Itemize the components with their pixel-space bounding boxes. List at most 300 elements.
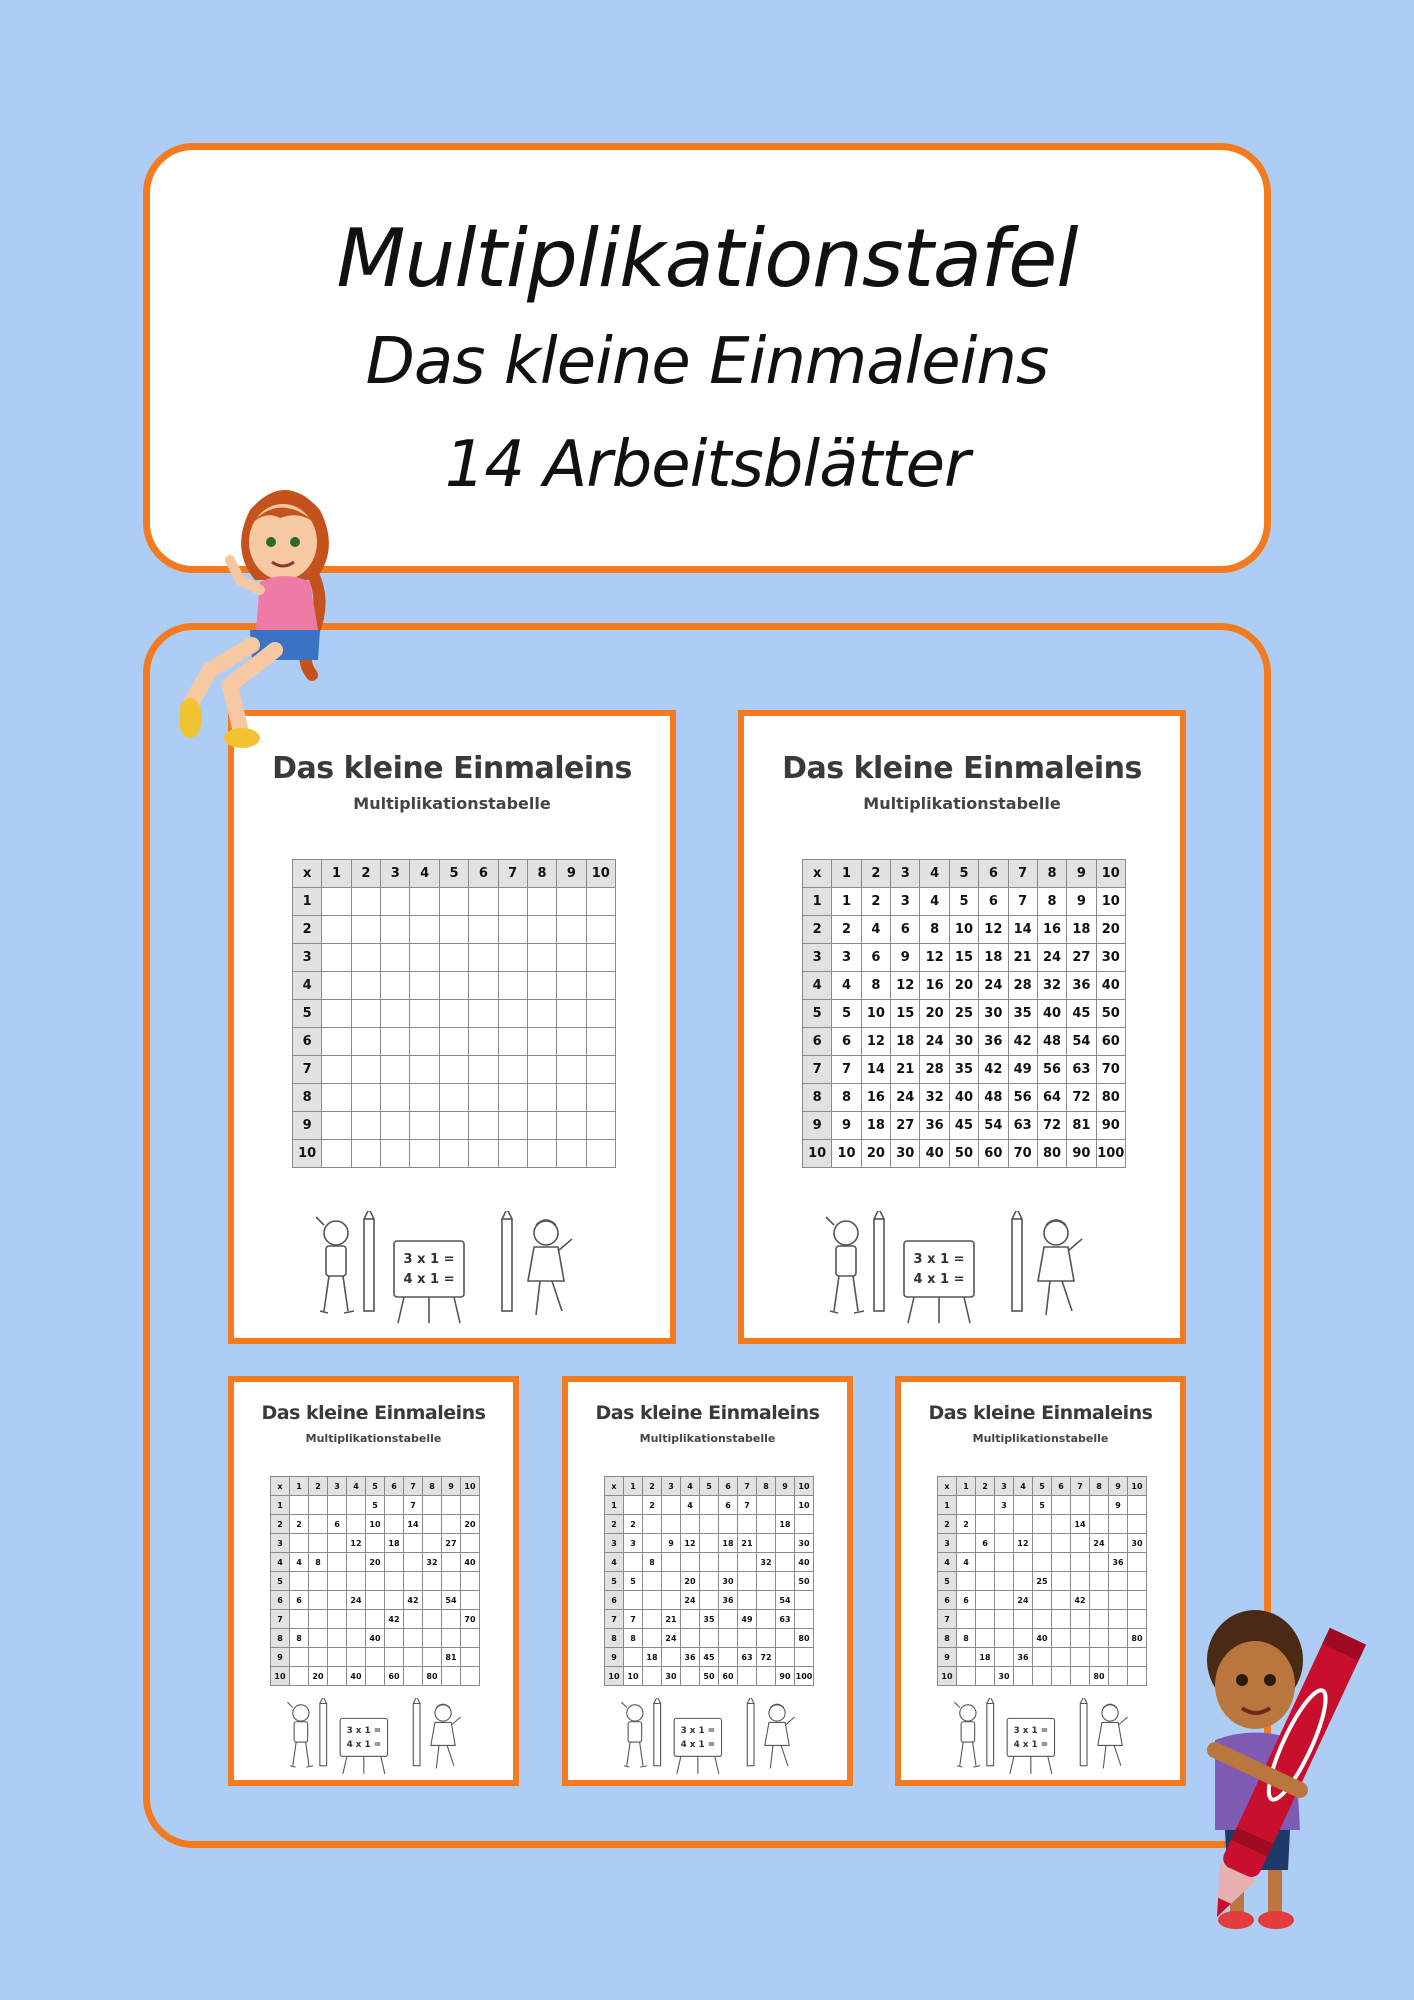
table-cell (469, 1028, 498, 1056)
table-cell (1090, 1496, 1109, 1515)
table-cell (700, 1629, 719, 1648)
table-row-header-cell: 4 (293, 972, 322, 1000)
table-cell: 36 (1109, 1553, 1128, 1572)
table-cell (290, 1572, 309, 1591)
table-cell (290, 1667, 309, 1686)
table-cell: 5 (1033, 1496, 1052, 1515)
table-cell: 63 (1008, 1112, 1037, 1140)
table-row-header-cell: 4 (605, 1553, 624, 1572)
table-cell: 21 (662, 1610, 681, 1629)
table-header-cell: 3 (381, 860, 410, 888)
table-row-header-cell: 8 (271, 1629, 290, 1648)
table-cell: 12 (979, 916, 1008, 944)
table-cell: 63 (738, 1648, 757, 1667)
table-cell: 10 (949, 916, 978, 944)
table-row-header-cell: 8 (293, 1084, 322, 1112)
table-cell: 40 (1037, 1000, 1066, 1028)
table-cell: 16 (1037, 916, 1066, 944)
table-corner-cell: x (271, 1477, 290, 1496)
table-row-header-cell: 2 (803, 916, 832, 944)
table-cell: 20 (1096, 916, 1125, 944)
worksheet-preview-partial-c (895, 1376, 1186, 1786)
table-cell: 9 (662, 1534, 681, 1553)
table-cell (719, 1610, 738, 1629)
table-cell: 36 (1067, 972, 1096, 1000)
table-cell (385, 1553, 404, 1572)
table-cell (586, 1000, 615, 1028)
table-cell (309, 1496, 328, 1515)
table-cell: 6 (719, 1496, 738, 1515)
table-cell: 27 (442, 1534, 461, 1553)
table-cell (662, 1496, 681, 1515)
table-row-header-cell: 7 (605, 1610, 624, 1629)
table-cell (976, 1572, 995, 1591)
table-cell: 30 (979, 1000, 1008, 1028)
table-cell: 12 (1014, 1534, 1033, 1553)
worksheet-title: Das kleine Einmaleins (595, 1402, 820, 1424)
table-header-cell: 8 (423, 1477, 442, 1496)
table-cell (527, 1140, 556, 1168)
table-row-header-cell: 9 (293, 1112, 322, 1140)
table-cell: 36 (979, 1028, 1008, 1056)
table-cell (309, 1515, 328, 1534)
table-cell (1090, 1648, 1109, 1667)
table-cell: 12 (347, 1534, 366, 1553)
table-cell (976, 1515, 995, 1534)
table-cell (469, 1000, 498, 1028)
table-cell (423, 1496, 442, 1515)
table-cell: 90 (776, 1667, 795, 1686)
table-cell (1109, 1648, 1128, 1667)
table-cell (381, 888, 410, 916)
table-row-header-cell: 9 (803, 1112, 832, 1140)
table-header-cell: 10 (461, 1477, 480, 1496)
table-cell (738, 1572, 757, 1591)
table-cell (795, 1648, 814, 1667)
table-cell (995, 1648, 1014, 1667)
table-cell: 3 (832, 944, 861, 972)
table-cell: 9 (1067, 888, 1096, 916)
table-cell (1071, 1534, 1090, 1553)
table-cell (439, 1000, 468, 1028)
table-cell (995, 1553, 1014, 1572)
table-row-header-cell: 5 (605, 1572, 624, 1591)
table-header-cell: 7 (1008, 860, 1037, 888)
table-cell (309, 1629, 328, 1648)
blackboard-line: 3 x 1 = (346, 1726, 382, 1737)
table-cell (381, 1112, 410, 1140)
table-cell (309, 1534, 328, 1553)
table-cell (498, 972, 527, 1000)
table-cell: 21 (1008, 944, 1037, 972)
table-cell: 18 (891, 1028, 920, 1056)
table-header-cell: 3 (662, 1477, 681, 1496)
table-cell: 28 (920, 1056, 949, 1084)
table-row-header-cell: 2 (938, 1515, 957, 1534)
table-cell: 42 (404, 1591, 423, 1610)
table-cell: 36 (719, 1591, 738, 1610)
table-cell: 42 (1071, 1591, 1090, 1610)
table-cell: 6 (861, 944, 890, 972)
table-cell (976, 1496, 995, 1515)
table-cell: 25 (949, 1000, 978, 1028)
table-cell: 45 (700, 1648, 719, 1667)
table-cell (328, 1534, 347, 1553)
table-cell (385, 1591, 404, 1610)
table-header-cell: 6 (719, 1477, 738, 1496)
table-cell: 90 (1067, 1140, 1096, 1168)
table-cell: 50 (795, 1572, 814, 1591)
table-cell (423, 1629, 442, 1648)
worksheet-title: Das kleine Einmaleins (272, 751, 632, 786)
table-cell: 3 (995, 1496, 1014, 1515)
table-cell (410, 916, 439, 944)
table-cell: 5 (366, 1496, 385, 1515)
table-cell: 18 (979, 944, 1008, 972)
table-cell: 4 (957, 1553, 976, 1572)
table-cell (1014, 1496, 1033, 1515)
worksheet-illustration (824, 1211, 1084, 1329)
table-cell (1109, 1572, 1128, 1591)
multiplication-table (292, 859, 616, 1168)
table-cell (381, 1056, 410, 1084)
table-cell (1033, 1534, 1052, 1553)
blackboard-line: 3 x 1 = (913, 1252, 965, 1267)
table-cell: 36 (920, 1112, 949, 1140)
table-cell (1052, 1629, 1071, 1648)
table-cell (1033, 1648, 1052, 1667)
table-cell: 24 (920, 1028, 949, 1056)
table-cell (1014, 1610, 1033, 1629)
table-cell: 7 (832, 1056, 861, 1084)
table-cell (976, 1629, 995, 1648)
table-cell (662, 1553, 681, 1572)
table-cell (322, 1000, 351, 1028)
table-cell (957, 1648, 976, 1667)
table-cell: 2 (643, 1496, 662, 1515)
table-header-cell: 8 (1090, 1477, 1109, 1496)
table-cell (469, 888, 498, 916)
table-cell (404, 1553, 423, 1572)
table-header-cell: 4 (681, 1477, 700, 1496)
table-cell (290, 1610, 309, 1629)
table-cell: 6 (891, 916, 920, 944)
worksheet-subtitle: Multiplikationstabelle (353, 794, 551, 813)
table-cell (1109, 1515, 1128, 1534)
table-cell: 80 (1090, 1667, 1109, 1686)
table-cell (404, 1572, 423, 1591)
table-cell: 40 (347, 1667, 366, 1686)
table-cell (586, 1112, 615, 1140)
multiplication-table (937, 1476, 1147, 1686)
table-cell: 6 (979, 888, 1008, 916)
table-header-cell: 2 (861, 860, 890, 888)
table-cell (995, 1515, 1014, 1534)
table-row-header-cell: 3 (938, 1534, 957, 1553)
table-cell: 8 (643, 1553, 662, 1572)
table-cell (469, 972, 498, 1000)
table-cell (442, 1553, 461, 1572)
table-cell (381, 972, 410, 1000)
table-cell (351, 1056, 380, 1084)
table-cell (404, 1648, 423, 1667)
table-cell (757, 1667, 776, 1686)
table-header-cell: 10 (1128, 1477, 1147, 1496)
table-cell (423, 1515, 442, 1534)
table-cell (410, 1112, 439, 1140)
table-cell (624, 1496, 643, 1515)
table-cell: 18 (861, 1112, 890, 1140)
table-cell: 21 (738, 1534, 757, 1553)
table-cell (385, 1572, 404, 1591)
table-row-header-cell: 5 (803, 1000, 832, 1028)
table-cell (469, 1112, 498, 1140)
table-cell (322, 1140, 351, 1168)
table-cell (385, 1515, 404, 1534)
table-cell (322, 1028, 351, 1056)
table-header-cell: 10 (586, 860, 615, 888)
table-cell: 40 (795, 1553, 814, 1572)
table-header-cell: 3 (995, 1477, 1014, 1496)
worksheet-title: Das kleine Einmaleins (928, 1402, 1153, 1424)
table-row-header-cell: 2 (605, 1515, 624, 1534)
table-cell (1052, 1496, 1071, 1515)
table-cell (423, 1648, 442, 1667)
table-cell: 7 (1008, 888, 1037, 916)
table-header-cell: 3 (891, 860, 920, 888)
table-cell (385, 1496, 404, 1515)
table-cell (498, 1112, 527, 1140)
table-cell (557, 916, 586, 944)
table-cell (1071, 1648, 1090, 1667)
table-cell (557, 1084, 586, 1112)
table-cell (643, 1534, 662, 1553)
table-cell: 42 (1008, 1028, 1037, 1056)
table-cell (776, 1496, 795, 1515)
table-cell (347, 1648, 366, 1667)
table-cell (681, 1667, 700, 1686)
table-cell (366, 1572, 385, 1591)
table-header-cell: 2 (309, 1477, 328, 1496)
table-cell (461, 1667, 480, 1686)
table-cell: 8 (957, 1629, 976, 1648)
table-cell: 81 (1067, 1112, 1096, 1140)
worksheet-subtitle: Multiplikationstabelle (863, 794, 1061, 813)
table-cell (309, 1610, 328, 1629)
table-cell (410, 972, 439, 1000)
table-cell (366, 1667, 385, 1686)
table-header-cell: 5 (949, 860, 978, 888)
table-row-header-cell: 10 (938, 1667, 957, 1686)
table-cell: 2 (624, 1515, 643, 1534)
table-cell: 30 (995, 1667, 1014, 1686)
table-cell: 18 (976, 1648, 995, 1667)
table-header-cell: 9 (557, 860, 586, 888)
table-cell: 16 (861, 1084, 890, 1112)
table-cell (681, 1515, 700, 1534)
table-cell (381, 1000, 410, 1028)
table-cell (557, 1028, 586, 1056)
table-row-header-cell: 5 (271, 1572, 290, 1591)
table-cell: 49 (738, 1610, 757, 1629)
table-cell: 70 (1096, 1056, 1125, 1084)
table-cell: 20 (309, 1667, 328, 1686)
table-cell: 24 (891, 1084, 920, 1112)
table-cell (351, 888, 380, 916)
table-cell: 21 (891, 1056, 920, 1084)
table-row-header-cell: 1 (271, 1496, 290, 1515)
table-row-header-cell: 1 (293, 888, 322, 916)
table-cell: 24 (1090, 1534, 1109, 1553)
table-cell (1071, 1667, 1090, 1686)
table-cell: 90 (1096, 1112, 1125, 1140)
table-cell (1052, 1572, 1071, 1591)
table-cell (662, 1648, 681, 1667)
table-cell: 32 (757, 1553, 776, 1572)
table-row-header-cell: 3 (605, 1534, 624, 1553)
table-cell (410, 888, 439, 916)
worksheet-subtitle: Multiplikationstabelle (972, 1432, 1109, 1445)
table-cell (776, 1553, 795, 1572)
table-cell (385, 1648, 404, 1667)
table-cell: 30 (719, 1572, 738, 1591)
blackboard-line: 3 x 1 = (680, 1726, 716, 1737)
table-cell (662, 1572, 681, 1591)
table-row-header-cell: 5 (293, 1000, 322, 1028)
table-cell (1014, 1572, 1033, 1591)
table-cell: 50 (1096, 1000, 1125, 1028)
table-cell (757, 1610, 776, 1629)
table-cell: 20 (861, 1140, 890, 1168)
table-cell (351, 1028, 380, 1056)
table-cell (776, 1648, 795, 1667)
table-cell (557, 1112, 586, 1140)
table-row-header-cell: 7 (803, 1056, 832, 1084)
table-cell (795, 1515, 814, 1534)
table-cell (1128, 1648, 1147, 1667)
table-cell (322, 944, 351, 972)
table-header-cell: 4 (1014, 1477, 1033, 1496)
table-cell (757, 1591, 776, 1610)
table-header-cell: 3 (328, 1477, 347, 1496)
title-subtitle: Das kleine Einmaleins (365, 325, 1049, 399)
table-cell: 40 (461, 1553, 480, 1572)
table-row-header-cell: 1 (605, 1496, 624, 1515)
table-cell (442, 1515, 461, 1534)
table-cell: 12 (681, 1534, 700, 1553)
table-cell: 9 (891, 944, 920, 972)
table-cell: 8 (1037, 888, 1066, 916)
table-cell (643, 1591, 662, 1610)
table-cell (527, 888, 556, 916)
worksheet-preview-partial-b (562, 1376, 853, 1786)
table-cell (366, 1610, 385, 1629)
table-cell (700, 1572, 719, 1591)
table-cell: 63 (1067, 1056, 1096, 1084)
table-cell (404, 1534, 423, 1553)
table-cell (461, 1534, 480, 1553)
table-cell (1071, 1610, 1090, 1629)
table-cell (1052, 1610, 1071, 1629)
table-cell (586, 944, 615, 972)
table-cell: 4 (832, 972, 861, 1000)
table-cell: 8 (309, 1553, 328, 1572)
table-cell (1128, 1572, 1147, 1591)
table-cell (557, 944, 586, 972)
table-cell: 3 (624, 1534, 643, 1553)
table-cell (700, 1591, 719, 1610)
table-cell: 45 (1067, 1000, 1096, 1028)
table-cell (328, 1553, 347, 1572)
table-cell: 32 (1037, 972, 1066, 1000)
table-cell (309, 1648, 328, 1667)
table-cell (527, 1000, 556, 1028)
table-header-cell: 6 (979, 860, 1008, 888)
table-cell (757, 1572, 776, 1591)
multiplication-table (604, 1476, 814, 1686)
table-cell: 64 (1037, 1084, 1066, 1112)
table-row-header-cell: 3 (803, 944, 832, 972)
table-cell (1090, 1591, 1109, 1610)
table-row-header-cell: 7 (271, 1610, 290, 1629)
table-cell: 60 (979, 1140, 1008, 1168)
worksheet-title: Das kleine Einmaleins (261, 1402, 486, 1424)
table-cell (439, 888, 468, 916)
table-cell (662, 1591, 681, 1610)
table-cell: 42 (385, 1610, 404, 1629)
table-cell (410, 1000, 439, 1028)
table-cell (290, 1496, 309, 1515)
table-cell (662, 1515, 681, 1534)
table-cell: 30 (949, 1028, 978, 1056)
table-cell (700, 1553, 719, 1572)
table-cell (498, 944, 527, 972)
table-cell (1033, 1553, 1052, 1572)
table-cell (351, 1000, 380, 1028)
table-header-cell: 8 (527, 860, 556, 888)
worksheet-illustration (620, 1698, 796, 1778)
table-header-cell: 7 (404, 1477, 423, 1496)
table-header-cell: 5 (1033, 1477, 1052, 1496)
table-cell: 15 (949, 944, 978, 972)
table-cell: 14 (1071, 1515, 1090, 1534)
table-row-header-cell: 5 (938, 1572, 957, 1591)
table-cell (1014, 1667, 1033, 1686)
table-cell (381, 944, 410, 972)
blackboard-line: 4 x 1 = (680, 1739, 716, 1750)
table-cell: 32 (920, 1084, 949, 1112)
table-row-header-cell: 6 (271, 1591, 290, 1610)
table-cell: 36 (681, 1648, 700, 1667)
table-cell (738, 1553, 757, 1572)
table-header-cell: 1 (290, 1477, 309, 1496)
table-cell (1052, 1591, 1071, 1610)
table-cell (1109, 1534, 1128, 1553)
table-header-cell: 7 (1071, 1477, 1090, 1496)
title-sheet-count: 14 Arbeitsblätter (444, 428, 970, 502)
table-cell (347, 1553, 366, 1572)
table-cell (347, 1610, 366, 1629)
table-cell (643, 1572, 662, 1591)
table-cell (527, 1112, 556, 1140)
table-cell: 12 (861, 1028, 890, 1056)
table-cell (461, 1591, 480, 1610)
table-row-header-cell: 2 (293, 916, 322, 944)
table-cell (586, 1084, 615, 1112)
table-row-header-cell: 3 (271, 1534, 290, 1553)
table-cell: 28 (1008, 972, 1037, 1000)
table-cell: 40 (920, 1140, 949, 1168)
